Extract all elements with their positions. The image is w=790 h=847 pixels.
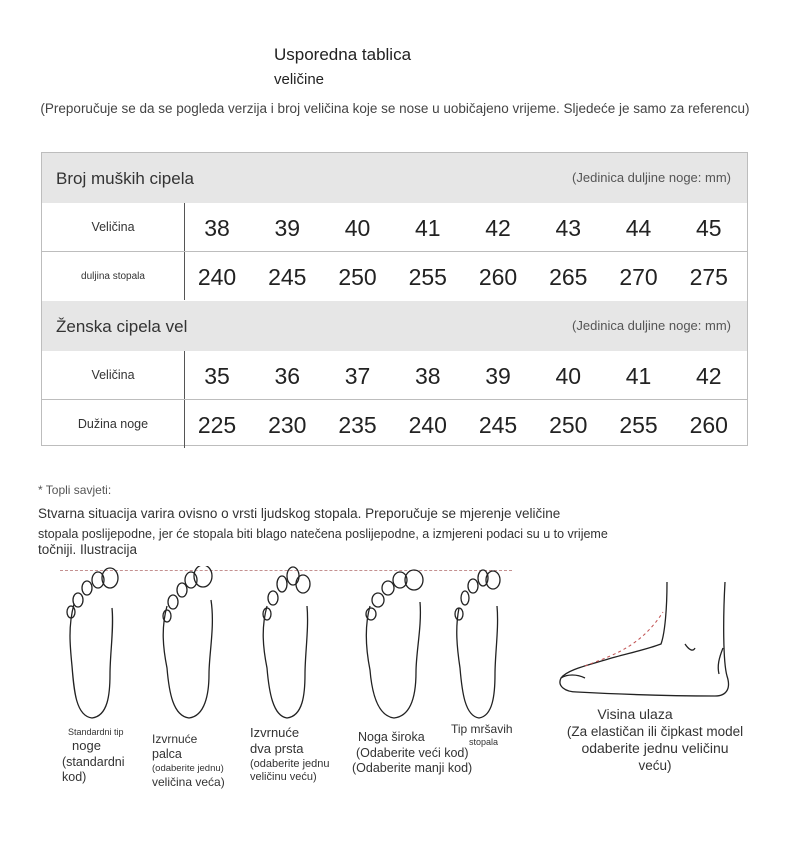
table-cell: 38: [414, 363, 441, 389]
table-cell: 230: [268, 412, 307, 438]
page-title: Usporedna tablica: [274, 45, 412, 64]
table-cell: 43: [555, 215, 582, 241]
women-size-label: Veličina: [91, 368, 135, 382]
tips-text-3: točniji. Ilustracija: [38, 542, 138, 557]
women-section-title: Ženska cipela vel: [56, 317, 188, 336]
instep-side-foot-icon: [555, 578, 740, 703]
men-size-label: Veličina: [91, 220, 135, 234]
women-size-cells: [185, 351, 747, 399]
two-toes-foot-icon: [255, 566, 317, 726]
table-cell: 245: [478, 412, 518, 438]
wide-foot-icon: [360, 566, 428, 726]
table-cell: 275: [689, 264, 728, 290]
table-cell: 260: [478, 264, 518, 290]
tips-heading: * Topli savjeti:: [38, 483, 112, 497]
subtitle-note: (Preporučuje se da se pogleda verzija i broj veličina koje se nose u uobičajeno vrijeme. Sljedeće je samo za referencu): [40, 101, 750, 116]
slim-foot-caption: Tip mršavih stopala: [451, 722, 513, 747]
table-cell: 40: [344, 215, 371, 241]
table-cell: 41: [414, 215, 441, 241]
table-cell: 255: [619, 412, 658, 438]
table-cell: 44: [625, 215, 652, 241]
women-length-cells: [185, 400, 747, 448]
big-toe-foot-icon: [155, 566, 221, 726]
table-cell: 265: [549, 264, 588, 290]
tips-text-2: stopala poslijepodne, jer će stopala biti blago natečena poslijepodne, a izmjereni podaci su u to vrijeme: [38, 527, 608, 541]
men-section-title: Broj muških cipela: [56, 169, 194, 188]
men-length-cells: [185, 252, 747, 300]
table-cell: 40: [555, 363, 582, 389]
table-cell: 255: [408, 264, 447, 290]
standard-foot-icon: [60, 566, 122, 726]
slim-foot-icon: [447, 566, 509, 726]
men-unit-note: (Jedinica duljine noge: mm): [572, 170, 731, 185]
men-length-row: [42, 251, 747, 300]
table-cell: 245: [268, 264, 307, 290]
table-cell: 250: [549, 412, 588, 438]
big-toe-caption: Izvrnuće palca (odaberite jednu) veličina veća): [152, 732, 225, 789]
table-cell: 39: [274, 215, 301, 241]
table-cell: 240: [197, 264, 237, 290]
women-length-label: Dužina noge: [77, 417, 149, 431]
table-cell: 240: [408, 412, 447, 438]
table-cell: 41: [625, 363, 652, 389]
table-cell: 260: [689, 412, 728, 438]
instep-caption: Visina ulaza (Za elastičan ili čipkast model odaberite jednu veličinu veću): [566, 706, 744, 773]
table-cell: 42: [695, 363, 722, 389]
table-cell: 45: [695, 215, 722, 241]
table-cell: 38: [204, 215, 230, 241]
women-section-header: [42, 301, 747, 351]
women-length-row: [42, 399, 747, 448]
men-size-cells: [185, 203, 747, 251]
table-cell: 42: [485, 215, 511, 241]
table-cell: 39: [485, 363, 511, 389]
table-cell: 270: [619, 264, 658, 290]
page-title-line2: veličine: [274, 71, 325, 88]
table-cell: 37: [344, 363, 371, 389]
wide-foot-caption: Noga široka (Odaberite veći kod) (Odaberite manji kod): [352, 730, 473, 776]
men-section-header: [42, 153, 747, 203]
two-toes-caption: Izvrnuće dva prsta (odaberite jednu veličinu veću): [250, 725, 330, 784]
men-length-label: duljina stopala: [81, 270, 145, 282]
table-cell: 235: [338, 412, 377, 438]
women-size-row: [42, 351, 747, 399]
table-cell: 225: [197, 412, 237, 438]
women-unit-note: (Jedinica duljine noge: mm): [572, 318, 731, 333]
table-cell: 250: [338, 264, 377, 290]
table-cell: 36: [274, 363, 301, 389]
standard-foot-caption: Standardni tip noge (standardni kod): [62, 727, 125, 785]
table-cell: 35: [204, 363, 230, 389]
tips-text-1: Stvarna situacija varira ovisno o vrsti ljudskog stopala. Preporučuje se mjerenje veličine: [38, 506, 561, 521]
men-size-row: [42, 203, 747, 251]
size-table: [41, 152, 748, 446]
